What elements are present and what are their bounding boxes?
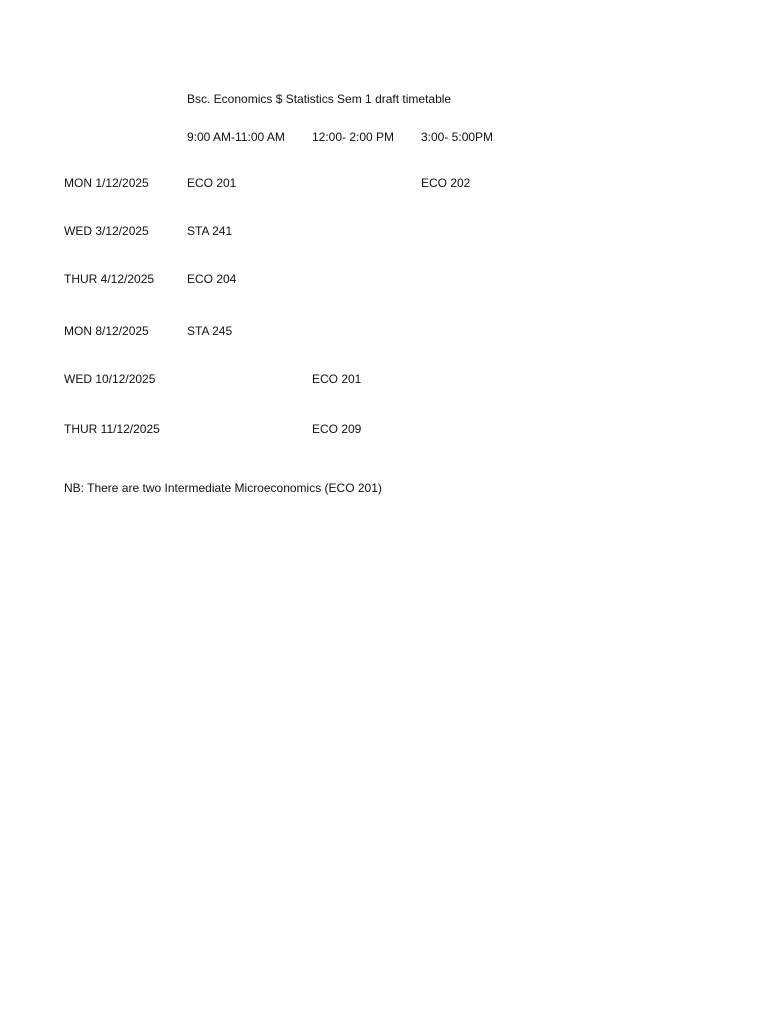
exam-course-cell[interactable]: ECO 202: [421, 176, 471, 190]
timetable-row: [0, 272, 768, 288]
timetable-title[interactable]: Bsc. Economics $ Statistics Sem 1 draft timetable: [187, 92, 452, 106]
time-slot-header[interactable]: 12:00- 2:00 PM: [312, 130, 395, 144]
exam-date-cell[interactable]: WED 3/12/2025: [64, 224, 149, 238]
time-slot-header[interactable]: 9:00 AM-11:00 AM: [187, 130, 285, 144]
exam-course-cell[interactable]: STA 241: [187, 224, 233, 238]
exam-date-cell[interactable]: THUR 4/12/2025: [64, 272, 155, 286]
exam-course-cell[interactable]: ECO 201: [187, 176, 237, 190]
exam-date-cell[interactable]: MON 8/12/2025: [64, 324, 149, 338]
timetable-note[interactable]: NB: There are two Intermediate Microeconomics (ECO 201): [64, 481, 382, 495]
timetable-row: [0, 176, 768, 192]
timetable-row: [0, 224, 768, 240]
exam-course-cell[interactable]: ECO 204: [187, 272, 237, 286]
timetable-row: [0, 422, 768, 438]
exam-course-cell[interactable]: ECO 209: [312, 422, 362, 436]
exam-course-cell[interactable]: STA 245: [187, 324, 233, 338]
timetable-row: [0, 324, 768, 340]
exam-date-cell[interactable]: MON 1/12/2025: [64, 176, 149, 190]
exam-course-cell[interactable]: ECO 201: [312, 372, 362, 386]
exam-date-cell[interactable]: THUR 11/12/2025: [64, 422, 160, 436]
timetable-row: [0, 372, 768, 388]
time-slot-header[interactable]: 3:00- 5:00PM: [421, 130, 494, 144]
exam-date-cell[interactable]: WED 10/12/2025: [64, 372, 156, 386]
